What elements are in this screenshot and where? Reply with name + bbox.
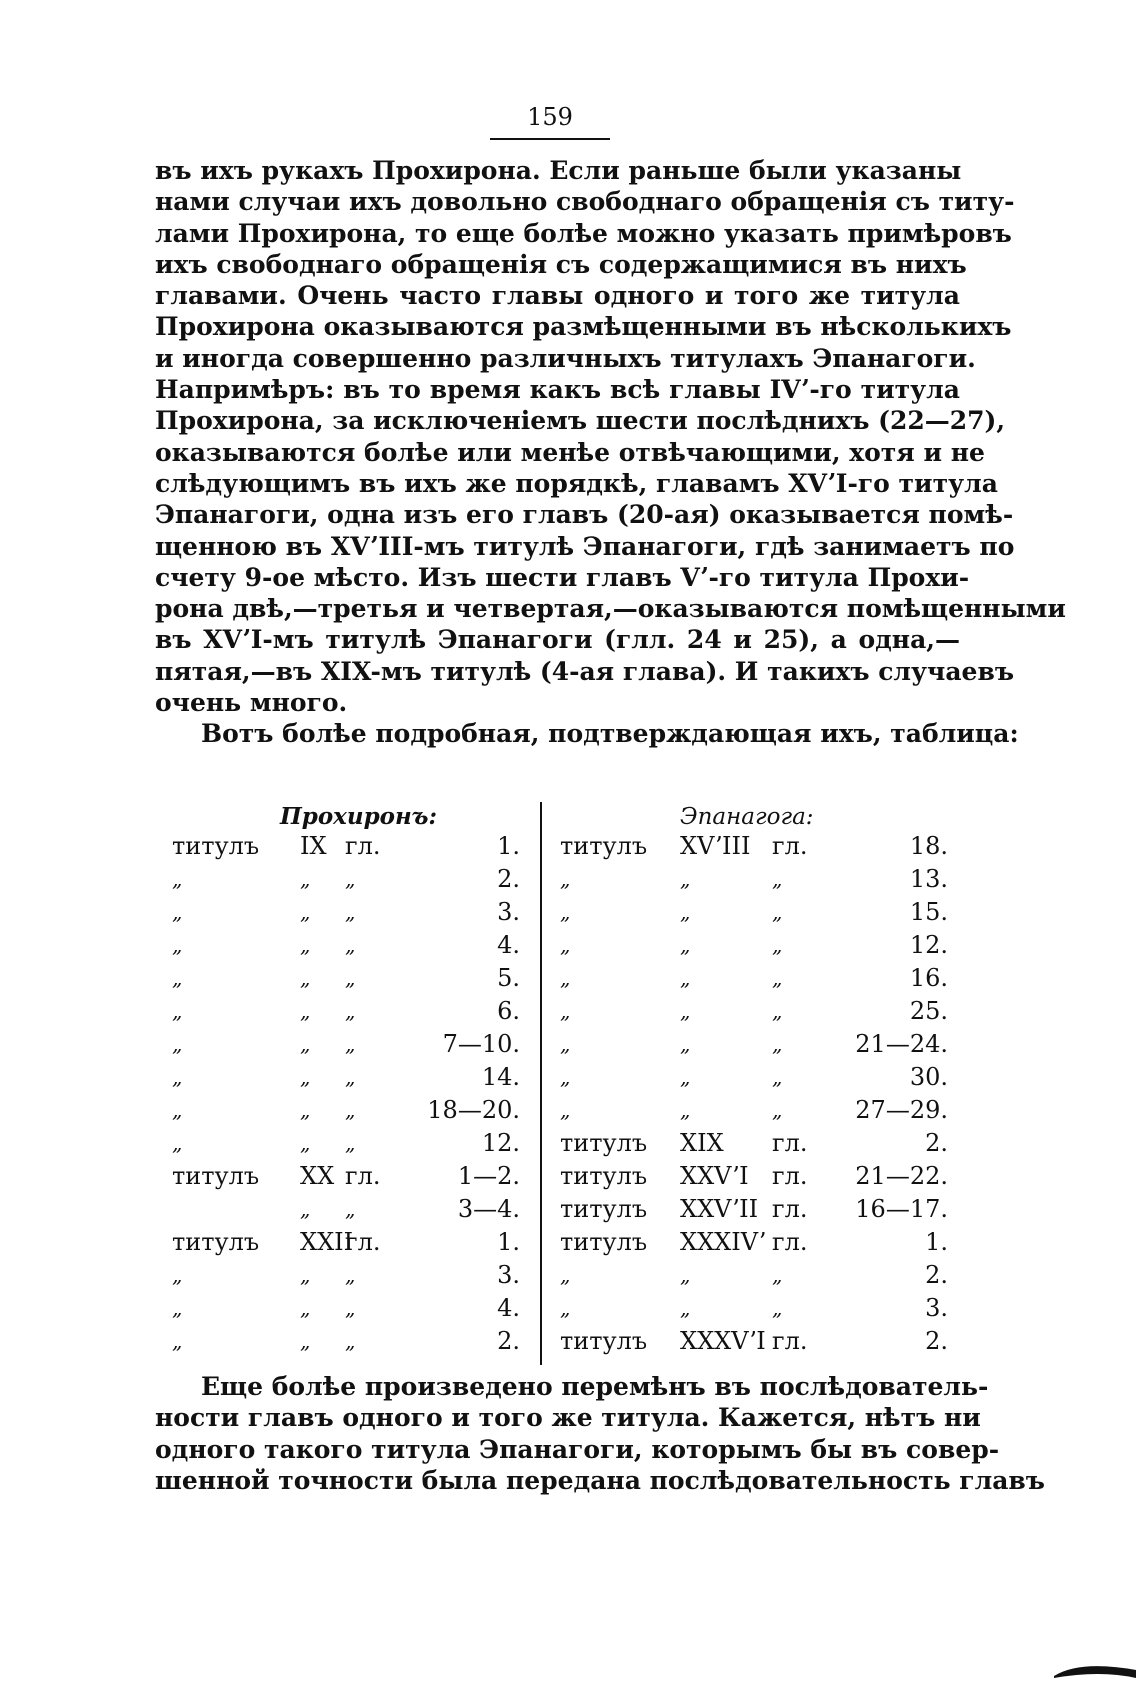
table-cell: „ — [172, 1032, 183, 1056]
table-cell: „ — [172, 867, 183, 891]
table-cell: XXVʼII — [680, 1195, 759, 1223]
table-row — [160, 929, 960, 962]
table-cell: XXII — [300, 1228, 354, 1256]
table-cell: „ — [680, 966, 691, 990]
comparison-table — [160, 802, 960, 1367]
text-line: нами случаи ихъ довольно свободнаго обращенія съ титу- — [155, 187, 1015, 217]
table-cell: IX — [300, 832, 327, 860]
table-row — [160, 1127, 960, 1160]
table-cell: 27—29. — [855, 1096, 948, 1124]
page-number: 159 — [527, 103, 573, 131]
table-cell: гл. — [772, 832, 808, 860]
table-cell: титулъ — [560, 1162, 648, 1190]
text-line: Прохирона оказываются размѣщенными въ нѣсколькихъ — [155, 312, 1012, 342]
table-cell: титулъ — [560, 1129, 648, 1157]
table-cell: гл. — [772, 1129, 808, 1157]
table-cell: гл. — [772, 1327, 808, 1355]
text-line: Еще болѣе произведено перемѣнъ въ послѣдователь- — [201, 1372, 989, 1401]
table-cell: титулъ — [172, 1162, 260, 1190]
table-intro: Вотъ болѣе подробная, подтверждающая ихъ, таблица: — [201, 719, 1019, 749]
table-cell: 16—17. — [855, 1195, 948, 1223]
table-cell: 12. — [909, 931, 948, 959]
table-row — [160, 1094, 960, 1127]
table-cell: „ — [772, 1065, 783, 1089]
table-cell: 1—2. — [457, 1162, 520, 1190]
table-cell: „ — [560, 933, 571, 957]
table-cell: 6. — [497, 997, 520, 1025]
left-column-header: Прохиронъ: — [280, 803, 437, 830]
table-cell: „ — [680, 1296, 691, 1320]
table-cell: „ — [300, 999, 311, 1023]
paragraph-top — [155, 155, 1066, 750]
table-cell: гл. — [772, 1228, 808, 1256]
text-line: оказываются болѣе или менѣе отвѣчающими, хотя и не — [155, 437, 985, 467]
text-line: и иногда совершенно различныхъ титулахъ Эпанагоги. — [155, 343, 976, 373]
table-cell: „ — [680, 1032, 691, 1056]
text-line: пятая,—въ XIX-мъ титулѣ (4-ая глава). И такихъ случаевъ — [155, 656, 1015, 686]
table-cell: „ — [345, 1263, 356, 1287]
table-cell: 3—4. — [457, 1195, 520, 1223]
table-cell: „ — [345, 1098, 356, 1122]
table-cell: „ — [680, 867, 691, 891]
table-cell: XXXIVʼ — [680, 1228, 766, 1256]
table-cell: „ — [300, 1263, 311, 1287]
table-cell: „ — [300, 900, 311, 924]
table-cell: „ — [772, 900, 783, 924]
table-cell: титулъ — [172, 1228, 260, 1256]
table-cell: „ — [772, 1032, 783, 1056]
table-cell: 12. — [481, 1129, 520, 1157]
text-line: въ XVʼI-мъ титулѣ Эпанагоги (глл. 24 и 25), а одна,— — [155, 625, 960, 655]
table-cell: „ — [560, 867, 571, 891]
table-cell: „ — [560, 1032, 571, 1056]
table-cell: „ — [560, 966, 571, 990]
table-row — [160, 995, 960, 1028]
table-row — [160, 863, 960, 896]
table-cell: 2. — [925, 1129, 948, 1157]
table-cell: „ — [300, 1197, 311, 1221]
table-row — [160, 962, 960, 995]
table-cell: „ — [680, 933, 691, 957]
table-cell: „ — [772, 1296, 783, 1320]
table-cell: „ — [680, 1098, 691, 1122]
text-line: главами. Очень часто главы одного и того же титула — [155, 281, 960, 311]
table-cell: „ — [300, 1032, 311, 1056]
table-row — [160, 1193, 960, 1226]
table-cell: 5. — [497, 964, 520, 992]
table-cell: 1. — [497, 832, 520, 860]
table-cell: „ — [172, 900, 183, 924]
table-cell: 3. — [497, 1261, 520, 1289]
table-row — [160, 1028, 960, 1061]
text-line: слѣдующимъ въ ихъ же порядкѣ, главамъ XVʼI-го титула — [155, 468, 998, 498]
table-cell: „ — [172, 1131, 183, 1155]
table-cell: „ — [345, 867, 356, 891]
table-cell: „ — [345, 1131, 356, 1155]
table-cell: „ — [345, 1329, 356, 1353]
table-cell: титулъ — [560, 1327, 648, 1355]
text-line: очень много. — [155, 688, 348, 718]
table-cell: 3. — [925, 1294, 948, 1322]
table-cell: 14. — [481, 1063, 520, 1091]
table-cell: титулъ — [560, 1195, 648, 1223]
table-cell: гл. — [772, 1195, 808, 1223]
text-line: шенной точности была передана послѣдовательность главъ — [155, 1465, 1045, 1495]
table-cell: 18. — [909, 832, 948, 860]
table-cell: „ — [345, 966, 356, 990]
table-cell: 30. — [909, 1063, 948, 1091]
table-cell: „ — [172, 1065, 183, 1089]
table-cell: „ — [772, 867, 783, 891]
table-cell: титулъ — [560, 1228, 648, 1256]
text-line: Напримѣръ: въ то время какъ всѣ главы IVʼ-го титула — [155, 375, 960, 405]
table-cell: 2. — [497, 865, 520, 893]
table-cell: „ — [345, 1065, 356, 1089]
table-cell: „ — [772, 1098, 783, 1122]
table-cell: „ — [300, 867, 311, 891]
table-cell: 1. — [925, 1228, 948, 1256]
table-cell: титулъ — [560, 832, 648, 860]
table-cell: „ — [172, 966, 183, 990]
table-row — [160, 830, 960, 863]
table-cell: XX — [300, 1162, 335, 1190]
table-cell: 18—20. — [427, 1096, 520, 1124]
table-cell: „ — [345, 999, 356, 1023]
table-cell: 4. — [497, 931, 520, 959]
table-cell: 2. — [497, 1327, 520, 1355]
table-cell: гл. — [345, 832, 381, 860]
table-cell: гл. — [345, 1228, 381, 1256]
table-cell: 1. — [497, 1228, 520, 1256]
table-cell: гл. — [345, 1162, 381, 1190]
table-cell: 21—24. — [855, 1030, 948, 1058]
text-line: щенною въ XVʼIII-мъ титулѣ Эпанагоги, гдѣ занимаетъ по — [155, 531, 1015, 561]
table-cell: „ — [172, 933, 183, 957]
table-cell: „ — [172, 1329, 183, 1353]
table-cell: 16. — [909, 964, 948, 992]
table-cell: „ — [172, 999, 183, 1023]
table-cell: „ — [300, 1131, 311, 1155]
table-cell: 21—22. — [855, 1162, 948, 1190]
table-cell: „ — [772, 966, 783, 990]
table-cell: „ — [345, 1032, 356, 1056]
table-cell: „ — [560, 1098, 571, 1122]
text-line: ности главъ одного и того же титула. Кажется, нѣтъ ни — [155, 1403, 981, 1433]
table-row — [160, 1292, 960, 1325]
table-cell: „ — [300, 1098, 311, 1122]
table-row — [160, 1226, 960, 1259]
table-cell: „ — [172, 1296, 183, 1320]
table-cell: 3. — [497, 898, 520, 926]
table-cell: XIX — [680, 1129, 724, 1157]
table-row — [160, 1325, 960, 1358]
page-number-rule — [490, 138, 610, 140]
table-cell: „ — [300, 966, 311, 990]
table-cell: „ — [300, 1329, 311, 1353]
right-column-header: Эпанагога: — [680, 804, 814, 830]
table-cell: 15. — [909, 898, 948, 926]
text-line: ихъ свободнаго обращенія съ содержащимися въ нихъ — [155, 249, 967, 279]
page-corner-mark — [1050, 1656, 1140, 1680]
table-cell: 7—10. — [442, 1030, 520, 1058]
table-cell: XXVʼI — [680, 1162, 749, 1190]
table-cell: XVʼIII — [680, 832, 751, 860]
table-cell: „ — [560, 1065, 571, 1089]
table-cell: „ — [772, 1263, 783, 1287]
table-cell: „ — [680, 999, 691, 1023]
table-cell: 25. — [909, 997, 948, 1025]
table-cell: „ — [772, 933, 783, 957]
table-cell: „ — [172, 1098, 183, 1122]
table-cell: „ — [300, 933, 311, 957]
table-row — [160, 1259, 960, 1292]
table-cell: „ — [560, 1263, 571, 1287]
table-cell: „ — [560, 999, 571, 1023]
table-cell: 4. — [497, 1294, 520, 1322]
table-row — [160, 1061, 960, 1094]
table-cell: „ — [680, 1263, 691, 1287]
table-row — [160, 896, 960, 929]
table-cell: „ — [345, 1197, 356, 1221]
text-line: въ ихъ рукахъ Прохирона. Если раньше были указаны — [155, 156, 962, 185]
table-cell: „ — [560, 900, 571, 924]
table-cell: гл. — [772, 1162, 808, 1190]
text-line: одного такого титула Эпанагоги, которымъ бы въ совер- — [155, 1434, 1000, 1464]
table-cell: „ — [772, 999, 783, 1023]
table-cell: „ — [345, 900, 356, 924]
table-cell: „ — [300, 1065, 311, 1089]
table-cell: 2. — [925, 1261, 948, 1289]
table-cell: 13. — [909, 865, 948, 893]
table-cell: „ — [345, 1296, 356, 1320]
table-cell: „ — [172, 1263, 183, 1287]
table-cell: XXXVʼI — [680, 1327, 766, 1355]
table-cell: „ — [680, 1065, 691, 1089]
table-cell: „ — [680, 900, 691, 924]
paragraph-bottom — [155, 1371, 1045, 1496]
table-cell: „ — [345, 933, 356, 957]
table-cell: титулъ — [172, 832, 260, 860]
table-cell: „ — [300, 1296, 311, 1320]
text-line: счету 9-ое мѣсто. Изъ шести главъ Vʼ-го титула Прохи- — [155, 562, 970, 592]
text-line: Эпанагоги, одна изъ его главъ (20-ая) оказывается помѣ- — [155, 500, 1014, 530]
text-line: рона двѣ,—третья и четвертая,—оказываются помѣщенными — [155, 594, 1066, 624]
text-line: Прохирона, за исключеніемъ шести послѣднихъ (22—27), — [155, 406, 1006, 436]
table-cell: 2. — [925, 1327, 948, 1355]
table-row — [160, 1160, 960, 1193]
text-line: лами Прохирона, то еще болѣе можно указать примѣровъ — [155, 218, 1012, 248]
table-cell: „ — [560, 1296, 571, 1320]
